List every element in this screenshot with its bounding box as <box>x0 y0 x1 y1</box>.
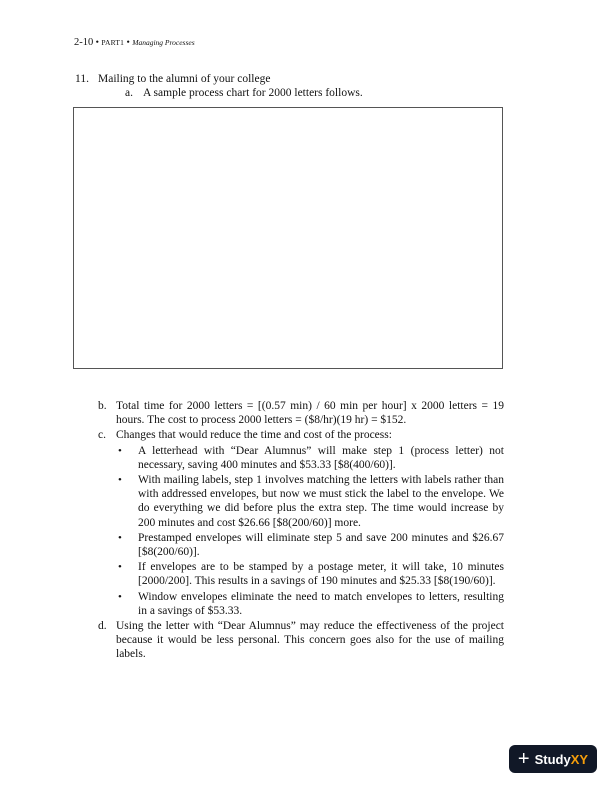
item-a-text: A sample process chart for 2000 letters follows. <box>143 87 363 99</box>
list-item <box>116 590 504 618</box>
brand-main: Study <box>534 751 571 767</box>
bullet-icon: • <box>118 531 122 544</box>
item-b-text: Total time for 2000 letters = [(0.57 min) / 60 min per hour] x 2000 letters = 19 hours. The cost to process 2000 letters = ($8/hr)(19 hr) = $152. <box>116 400 504 427</box>
bullet-text: Prestamped envelopes will eliminate step 5 and save 200 minutes and $26.67 [$8(200/60)]. <box>138 531 504 559</box>
item-c <box>98 428 504 442</box>
answer-body <box>98 399 504 662</box>
bullet-text: With mailing labels, step 1 involves matching the letters with labels rather than with addressed envelopes, but now we must stick the label to the envelope. We do everything we did before plus the extra step. The time would increase by 200 minutes and cost $26.66 [$8(200/60)] more. <box>138 474 504 529</box>
studyxy-badge[interactable] <box>509 745 597 773</box>
item-d-text: Using the letter with “Dear Alumnus” may reduce the effectiveness of the project because it would be less personal. This concern goes also for the use of mailing labels. <box>116 620 504 661</box>
page-header <box>74 37 195 48</box>
item-d-label: d. <box>98 620 107 633</box>
bullet-text: If envelopes are to be stamped by a postage meter, it will take, 10 minutes [2000/200]. This results in a savings of 190 minutes and $25.33 [$8(190/60)]. <box>138 561 504 588</box>
part-label: PART1 <box>101 38 125 47</box>
process-chart-placeholder <box>73 107 503 369</box>
list-item <box>116 560 504 588</box>
item-c-bullet-list <box>116 444 504 618</box>
section-title: Managing Processes <box>132 38 195 47</box>
bullet-icon: • <box>118 474 122 487</box>
item-a-label: a. <box>125 87 133 99</box>
bullet-text: A letterhead with “Dear Alumnus” will make step 1 (process letter) not necessary, saving 400 minutes and $53.33 [$8(400/60)]. <box>138 444 504 471</box>
item-c-text: Changes that would reduce the time and cost of the process: <box>116 429 392 442</box>
bullet-icon: • <box>118 561 122 574</box>
list-item <box>116 473 504 530</box>
question-title: Mailing to the alumni of your college <box>98 73 271 85</box>
plus-icon: + <box>517 748 530 770</box>
list-item <box>116 531 504 559</box>
item-b <box>98 399 504 427</box>
item-d <box>98 619 504 662</box>
item-b-label: b. <box>98 400 107 412</box>
bullet-separator: • <box>95 38 102 48</box>
page-number: 2-10 <box>74 37 94 48</box>
bullet-separator: • <box>126 38 133 48</box>
brand-accent: XY <box>570 751 589 767</box>
bullet-icon: • <box>118 590 122 603</box>
bullet-text: Window envelopes eliminate the need to match envelopes to letters, resulting in a savings of $53.33. <box>138 590 504 617</box>
list-item <box>116 444 504 472</box>
bullet-icon: • <box>118 444 122 457</box>
question-number: 11. <box>75 73 89 85</box>
item-c-label: c. <box>98 429 106 442</box>
